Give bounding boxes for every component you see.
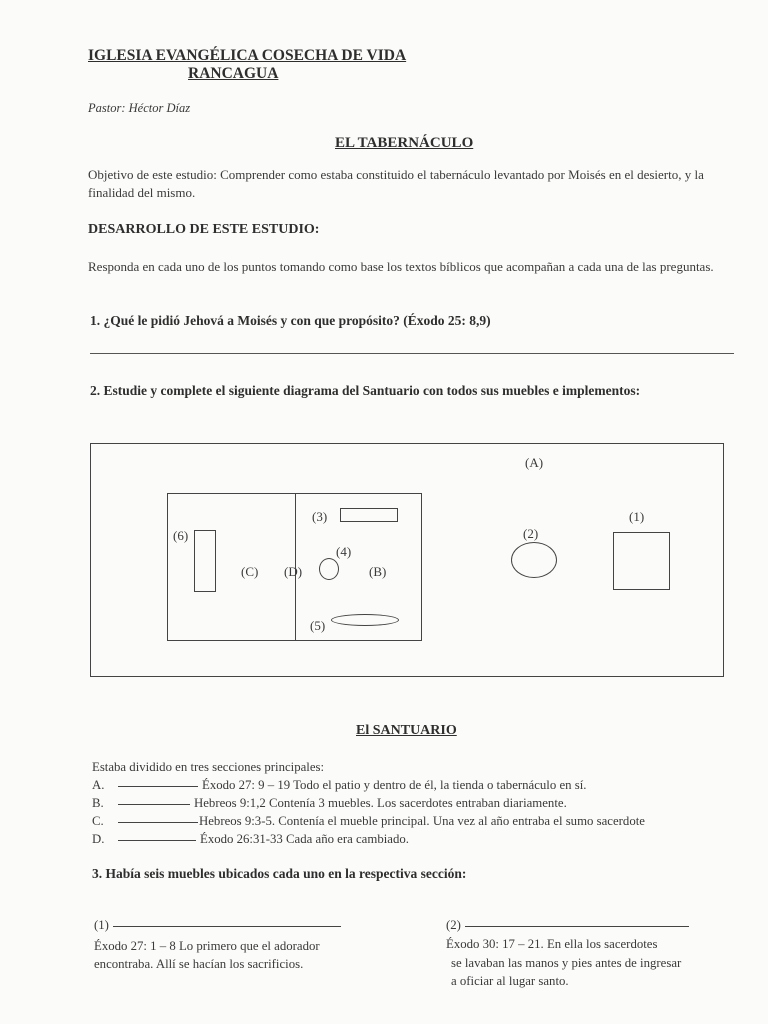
label-a: (A)	[525, 455, 544, 470]
furniture-1	[94, 918, 345, 933]
blank-line[interactable]	[118, 786, 198, 787]
question-3: 3. Había seis muebles ubicados cada uno en la respectiva sección:	[92, 866, 467, 881]
label-c: (C)	[241, 564, 259, 579]
section-letter: D.	[92, 832, 105, 846]
blank-line[interactable]	[118, 840, 196, 841]
label-3: (3)	[312, 509, 328, 524]
objective-paragraph: Objetivo de este estudio: Comprender como estaba constituido el tabernáculo levantado por Moisés en el desierto, y la finalidad del mismo.	[88, 167, 704, 200]
altar-shape	[613, 532, 670, 590]
blank-line[interactable]	[113, 926, 341, 927]
furniture-number: (2)	[446, 918, 461, 932]
section-letter: B.	[92, 796, 104, 810]
label-1: (1)	[629, 509, 645, 524]
altar-incense-shape	[319, 558, 339, 580]
sanctuary-diagram	[90, 443, 724, 677]
question-2: 2. Estudie y complete el siguiente diagrama del Santuario con todos sus muebles e implementos:	[90, 383, 641, 398]
blank-line[interactable]	[465, 926, 689, 927]
instructions-paragraph: Responda en cada uno de los puntos tomando como base los textos bíblicos que acompañan a cada una de las preguntas.	[88, 259, 714, 274]
development-heading: DESARROLLO DE ESTE ESTUDIO:	[88, 222, 320, 237]
section-text: Éxodo 27: 9 – 19 Todo el patio y dentro de él, la tienda o tabernáculo en sí.	[202, 778, 587, 792]
label-b: (B)	[369, 564, 387, 579]
section-text: Hebreos 9:3-5. Contenía el mueble principal. Una vez al año entraba el sumo sacerdote	[199, 814, 645, 828]
furniture-1-desc: encontraba. Allí se hacían los sacrificios.	[94, 957, 304, 971]
laver-shape	[511, 542, 557, 578]
label-5: (5)	[310, 618, 326, 633]
label-d: (D)	[284, 564, 303, 579]
furniture-2-desc: se lavaban las manos y pies antes de ingresar	[451, 956, 682, 970]
section-letter: A.	[92, 778, 105, 792]
furniture-2-ref: Éxodo 30: 17 – 21. En ella los sacerdotes	[446, 937, 658, 951]
santuario-heading: El SANTUARIO	[356, 723, 457, 738]
church-city: RANCAGUA	[188, 65, 279, 82]
section-text: Hebreos 9:1,2 Contenía 3 muebles. Los sacerdotes entraban diariamente.	[194, 796, 567, 810]
page-title: EL TABERNÁCULO	[335, 135, 474, 151]
label-2: (2)	[523, 526, 539, 541]
answer-line-1[interactable]	[90, 353, 734, 354]
furniture-number: (1)	[94, 918, 109, 932]
ark-shape	[194, 530, 216, 592]
blank-line[interactable]	[118, 822, 198, 823]
section-b	[92, 796, 567, 811]
santuario-intro: Estaba dividido en tres secciones principales:	[92, 760, 325, 774]
lampstand-shape	[331, 614, 399, 626]
section-text: Éxodo 26:31-33 Cada año era cambiado.	[200, 832, 409, 846]
furniture-2-desc-2: a oficiar al lugar santo.	[451, 974, 569, 988]
label-4: (4)	[336, 544, 352, 559]
section-a	[92, 778, 586, 793]
blank-line[interactable]	[118, 804, 190, 805]
furniture-1-ref: Éxodo 27: 1 – 8 Lo primero que el adorador	[94, 939, 320, 953]
table-shape	[340, 508, 398, 522]
furniture-2	[446, 918, 693, 933]
section-letter: C.	[92, 814, 104, 828]
section-d	[92, 832, 409, 847]
label-6: (6)	[173, 528, 189, 543]
church-name: IGLESIA EVANGÉLICA COSECHA DE VIDA	[88, 47, 407, 64]
pastor-name: Pastor: Héctor Díaz	[88, 101, 191, 115]
question-1: 1. ¿Qué le pidió Jehová a Moisés y con que propósito? (Éxodo 25: 8,9)	[90, 313, 491, 328]
section-c	[92, 814, 645, 829]
